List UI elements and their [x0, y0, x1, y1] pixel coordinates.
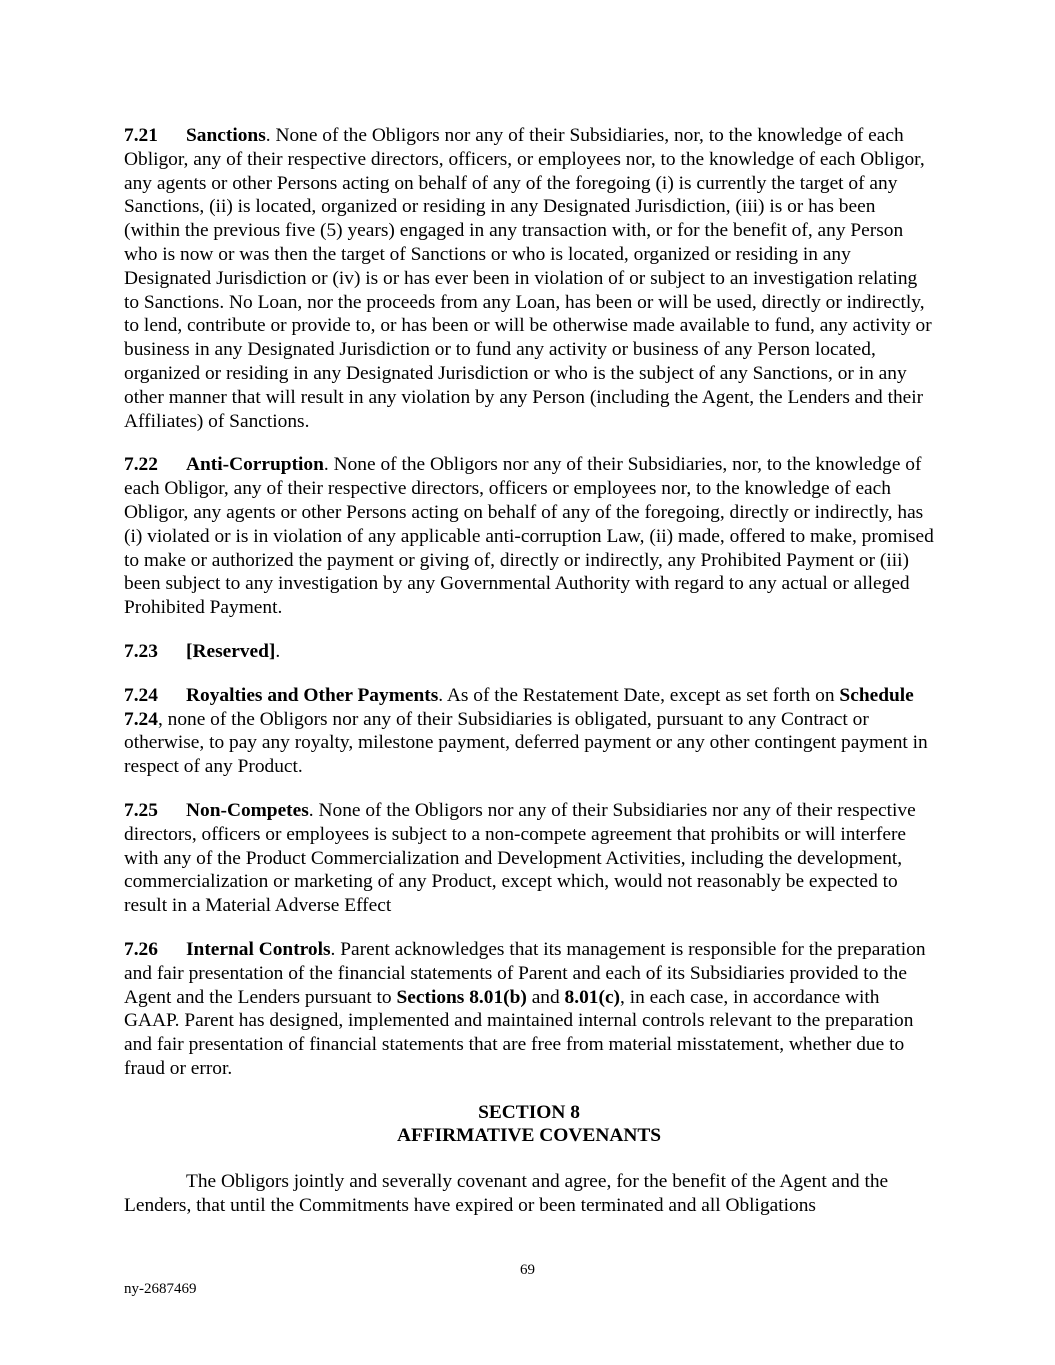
- section-body: . None of the Obligors nor any of their Subsidiaries, nor, to the knowledge of each Obligor, any of their respective directors, officers or employees nor, to the knowledge of each Obligor, any agents or other Persons acting on behalf of any of the foregoing, directly or indirectly, has (i) violated or is in violation of any applicable anti-corruption Law, (ii) made, offered to make, promised to make or authorized the payment or giving of, directly or indirectly, any Prohibited Payment or (iii) been subject to any investigation by any Governmental Authority with regard to any actual or alleged Prohibited Payment.: [124, 454, 934, 619]
- section-title: Royalties and Other Payments: [186, 684, 439, 706]
- section-heading-number: SECTION 8: [478, 1101, 580, 1123]
- section-body: . As of the Restatement Date, except as set forth on: [438, 684, 840, 706]
- section-heading-title: AFFIRMATIVE COVENANTS: [396, 1125, 662, 1147]
- section-body: . Parent acknowledges that its management is responsible for the preparation and fair presentation of the financial statements of Parent and each of its Subsidiaries provided to the Agent and the Lenders pursuant to: [124, 938, 926, 1008]
- section-number: 7.26: [124, 938, 158, 960]
- section-title: Non-Competes: [186, 799, 309, 821]
- section-7-23: [124, 640, 934, 664]
- section-number: 7.21: [124, 125, 158, 146]
- document-id: ny-2687469: [124, 1281, 197, 1297]
- section-8-intro: The Obligors jointly and severally covenant and agree, for the benefit of the Agent and the Lenders, that until the Commitments have expired or been terminated and all Obligations: [124, 1171, 889, 1217]
- section-title: Internal Controls: [186, 938, 331, 960]
- section-number: 7.23: [124, 640, 158, 662]
- page-number: 69: [520, 1262, 535, 1278]
- section-body-continued: , none of the Obligors nor any of their Subsidiaries is obligated, pursuant to any Contract or otherwise, to pay any royalty, milestone payment, deferred payment or any other contingent payment in respect of any Product.: [124, 708, 928, 778]
- section-7-21: [124, 124, 934, 433]
- section-body-mid: and: [526, 986, 565, 1008]
- section-number: 7.22: [124, 454, 158, 476]
- section-7-22: [124, 453, 934, 620]
- section-body: . None of the Obligors nor any of their Subsidiaries, nor, to the knowledge of each Obligor, any of their respective directors, officers, or employees nor, to the knowledge of each Obligor, any agents or other Persons acting on behalf of any of the foregoing (i) is currently the target of any Sanctions, (ii) is located, organized or residing in any Designated Jurisdiction, (iii) is or has been (within the previous five (5) years) engaged in any transaction with, or for the benefit of, any Person who is now or was then the target of Sanctions or who is located, organized or residing in any Designated Jurisdiction or (iv) is or has ever been in violation of or subject to an investigation relating to Sanctions. No Loan, nor the proceeds from any Loan, has been or will be used, directly or indirectly, to lend, contribute or provide to, or has been or will be otherwise made available to fund, any activity or business in any Designated Jurisdiction or to fund any activity or business of any Person located, organized or residing in any Designated Jurisdiction or who is the subject of any Sanctions, or in any other manner that will result in any violation by any Person (including the Agent, the Lenders and their Affiliates) of Sanctions.: [124, 125, 932, 432]
- section-title: Anti-Corruption: [186, 454, 324, 476]
- section-title: Sanctions: [186, 125, 266, 146]
- schedule-reference: Schedule 7.24: [124, 684, 914, 730]
- section-reference: Sections 8.01(b): [396, 986, 527, 1008]
- section-body-continued: , in each case, in accordance with GAAP. Parent has designed, implemented and maintained internal controls relevant to the preparation and fair presentation of financial statements that are free from material misstatement, whether due to fraud or error.: [124, 986, 914, 1079]
- section-body: . None of the Obligors nor any of their Subsidiaries nor any of their respective directors, officers or employees is subject to a non-compete agreement that prohibits or will interfere with any of the Product Commercialization and Development Activities, including the development, commercialization or marketing of any Product, except which, would not reasonably be expected to result in a Material Adverse Effect: [124, 799, 916, 917]
- section-title: [Reserved]: [186, 640, 276, 662]
- document-body: [124, 124, 934, 1218]
- section-7-24: [124, 684, 934, 779]
- section-reference: 8.01(c): [564, 986, 621, 1008]
- section-7-26: [124, 938, 934, 1081]
- section-number: 7.24: [124, 684, 158, 706]
- section-7-25: [124, 799, 934, 918]
- section-8-heading: [124, 1101, 934, 1149]
- section-number: 7.25: [124, 799, 158, 821]
- section-body: .: [275, 640, 281, 662]
